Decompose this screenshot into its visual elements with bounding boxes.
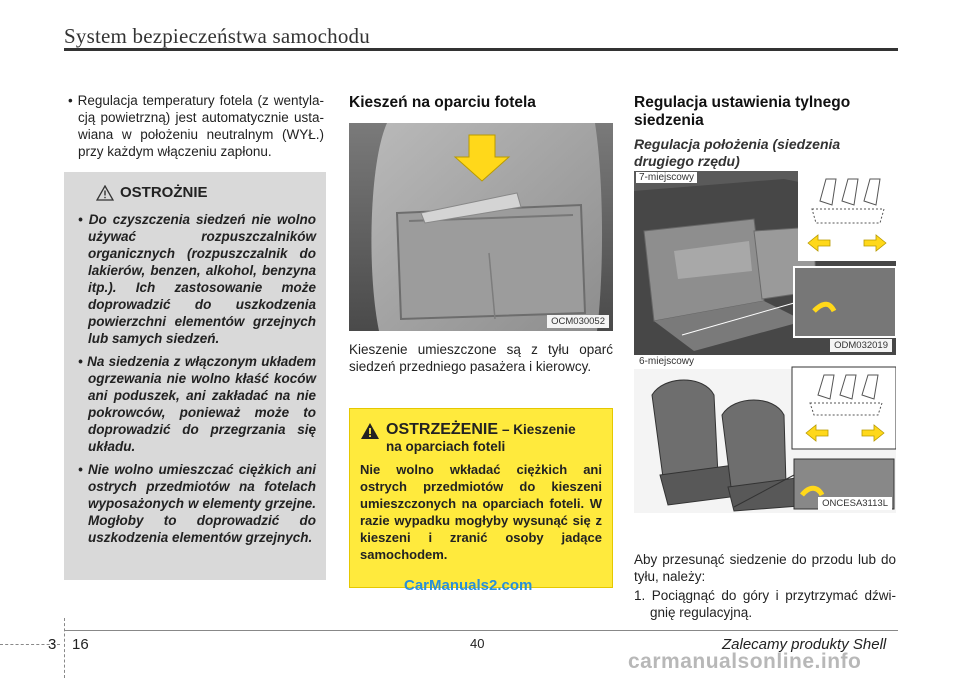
page-header-title: System bezpieczeństwa samochodu (64, 24, 370, 48)
seatback-pocket-image (349, 123, 613, 331)
rear-seat-paragraph: Aby przesunąć siedzenie do przodu lub do tyłu, należy: (634, 552, 896, 584)
caution-item: • Nie wolno umieszczać ciężkich ani ostrych przedmiotów na fotelach wyposażonych w elementy grzejne. Mogłoby to doprowadzić do uszkodzenia elementów grzejnych. (78, 462, 316, 545)
caution-item: • Do czyszczenia siedzeń nie wolno używać rozpuszczalników organicznych (rozpuszczalnik do lakierów, benzen, alkohol, benzyna itp.). Ich zastosowanie może doprowadzić do uszkodzenia powierzchni elementów grzejnych lub samych siedzeń. (78, 212, 316, 346)
crop-mark (64, 618, 65, 678)
rear-seat-image-6 (634, 355, 896, 513)
warning-triangle-icon (96, 185, 114, 201)
rear-seat-subheading: Regulacja położenia (siedzenia drugiego rzędu) (634, 136, 841, 169)
image-label: 7-miejscowy (636, 172, 697, 183)
seatback-pocket-paragraph: Kieszenie umieszczone są z tyłu oparć siedzeń przedniego pasażera i kierowcy. (349, 342, 613, 374)
image-code: ODM032019 (830, 339, 892, 352)
warning-body: Nie wolno wkładać ciężkich ani ostrych przedmiotów do kieszeni umieszczonych na oparciach foteli. W razie wypadku mogłyby wysunąć się z kieszeni i zranić osoby jadące samochodem. (360, 462, 602, 562)
image-code: OCM030052 (547, 315, 609, 328)
rear-seats-7-illustration (634, 171, 896, 355)
caution-item: • Na siedzenia z włączonym układem ogrzewania nie wolno kłaść koców ani poduszek, ani zakładać na nie pokrowców, ponieważ może to doprowadzić do przegrzania się układu. (78, 354, 316, 454)
footer-rule (64, 630, 898, 631)
seat-temperature-note: • Regulacja temperatury fotela (z wentylacją powietrzną) jest automatycznie ustawiana w położeniu neutralnym (WYŁ.) przy każdym włączeniu zapłonu. (68, 93, 324, 159)
caution-list (74, 211, 316, 546)
warning-title: OSTRZEŻENIE (386, 421, 499, 438)
warning-header (360, 421, 602, 455)
watermark: CarManuals2.com (404, 577, 533, 594)
warning-triangle-icon (360, 422, 380, 440)
warning-title-suffix: – Kieszenie (502, 422, 576, 437)
caution-header (96, 184, 316, 201)
header-rule (64, 48, 898, 51)
seatback-pocket-heading: Kieszeń na oparciu fotela (349, 94, 536, 111)
warning-subtitle: na oparciach foteli (386, 439, 506, 454)
page-number: 40 (470, 636, 485, 651)
warning-box (349, 408, 613, 588)
rear-seat-step-1: 1. Pociągnąć do góry i przytrzymać dźwignię regulacyjną. (634, 588, 896, 620)
rear-seat-heading: Regulacja ustawienia tylnego siedzenia (634, 94, 851, 129)
rear-seats-6-illustration (634, 355, 896, 513)
rear-seat-image-7 (634, 171, 896, 355)
image-label: 6-miejscowy (636, 356, 697, 367)
seatback-pocket-illustration (349, 123, 613, 331)
caution-box (64, 172, 326, 580)
footer-slogan: Zalecamy produkty Shell (722, 636, 887, 653)
caution-title: OSTROŻNIE (120, 184, 208, 201)
image-code: ONCESA3113L (818, 497, 892, 510)
section-page-number: 16 (72, 636, 89, 653)
section-number: 3 (48, 636, 57, 653)
footer-watermark: carmanualsonline.info (628, 650, 862, 673)
